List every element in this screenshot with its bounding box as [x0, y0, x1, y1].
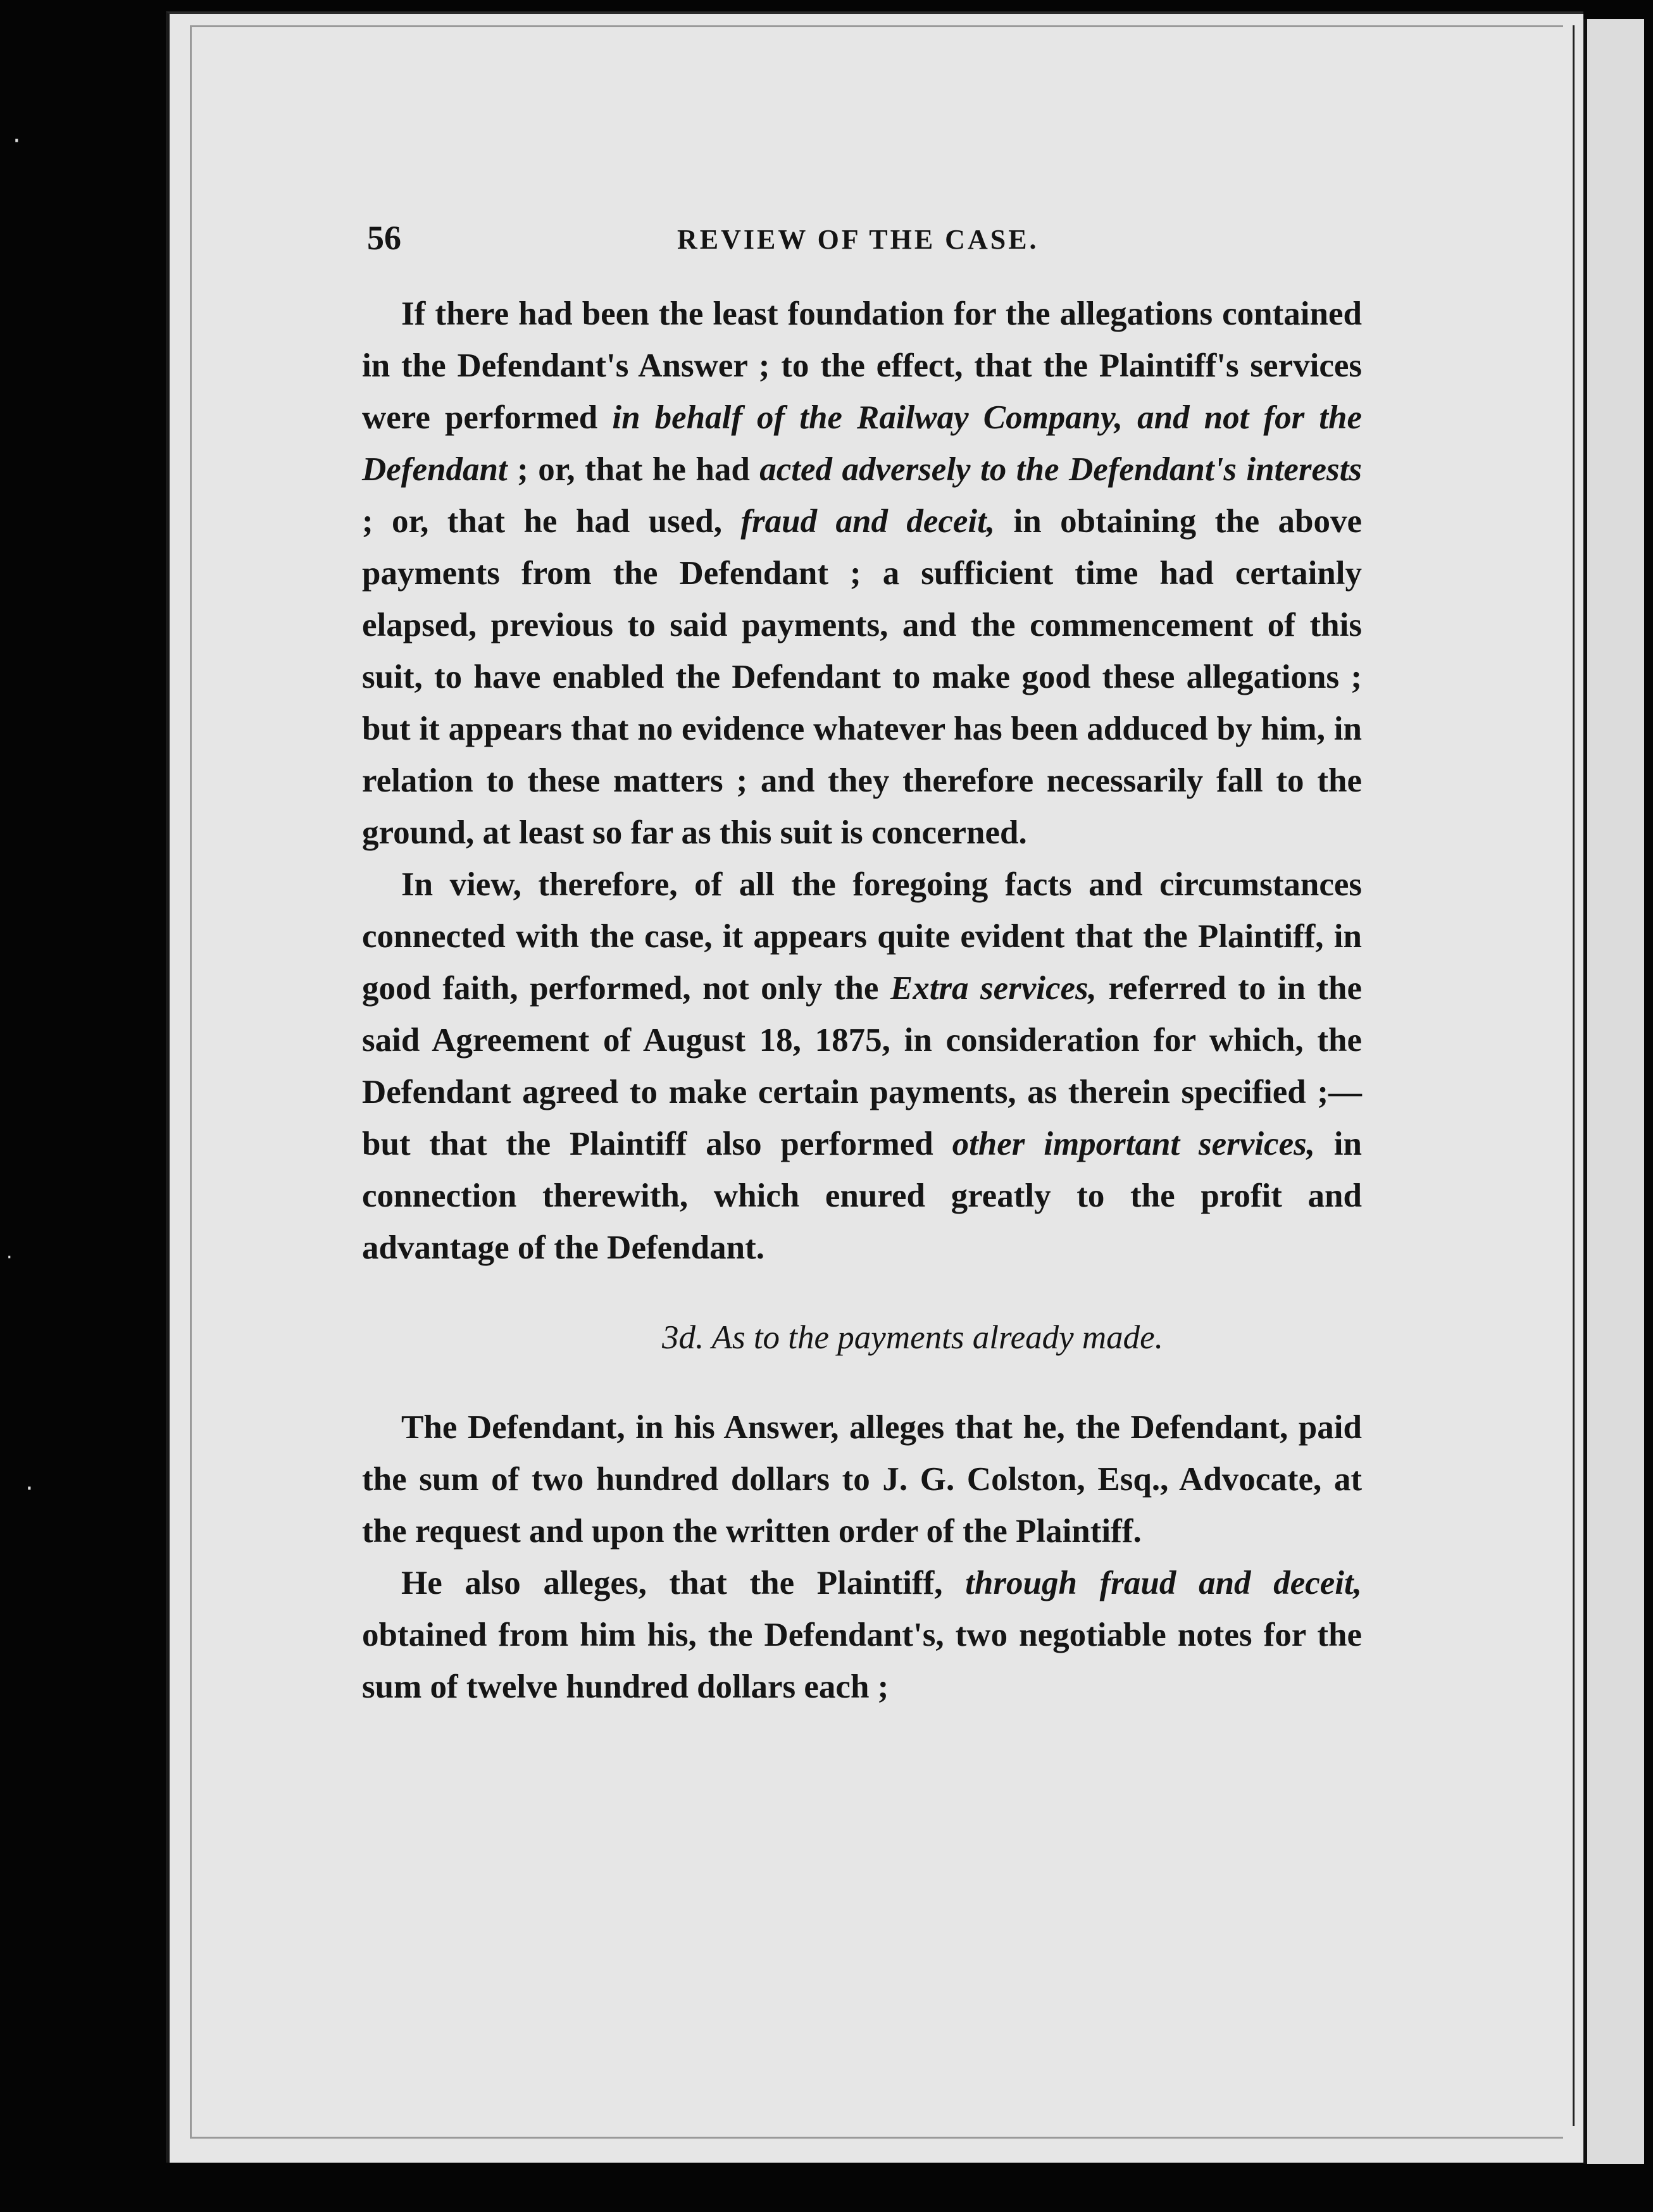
text-run: ; or, that he had used, [362, 503, 741, 540]
text-run: obtained from him his, the Defendant's, two negotiable notes for the sum of twelve hundred dollars each ; [362, 1617, 1362, 1705]
page-number: 56 [367, 219, 401, 257]
text-run: If there had been the least foundation for the allegations contained in the Defendant's Answer ; to the effect, that the Plaintiff's services were performed [362, 295, 1362, 436]
page-body [362, 288, 1362, 1713]
paragraph [362, 1401, 1362, 1557]
paragraph [362, 288, 1362, 859]
italic-text: Extra services, [890, 970, 1097, 1007]
section-heading: 3d. As to the payments already made. [662, 1319, 1163, 1356]
running-head: REVIEW OF THE CASE. [677, 224, 1039, 255]
text-run: referred to in the said Agreement of August 18, 1875, in consideration for which, the Defendant agreed to make certain payments, as therein specified ;— but that the Plaintiff also performed [362, 970, 1362, 1162]
text-run: in obtaining the above payments from the Defendant ; a sufficient time had certainly elapsed, previous to said payments, and the commencement of this suit, to have enabled the Defendant to make good these allegations ; but it appears that no evidence whatever has been adduced by him, in relation to these matters ; and they therefore necessarily fall to the ground, at least so far as this suit is concerned. [362, 503, 1362, 851]
gutter-line [1573, 25, 1575, 2126]
italic-text: other important services, [952, 1126, 1315, 1162]
paragraphs-after-heading [362, 1401, 1362, 1713]
margin-speck: · [13, 127, 21, 156]
italic-text: fraud and deceit, [740, 503, 995, 540]
text-run: in connection therewith, which enured greatly to the profit and advantage of the Defendant. [362, 1126, 1362, 1266]
page-header [367, 218, 1367, 263]
text-run: In view, therefore, of all the foregoing facts and circumstances connected with the case, it appears quite evident that the Plaintiff, in good faith, performed, not only the [362, 866, 1362, 1007]
paragraphs-before-heading [362, 288, 1362, 1274]
facing-page-strip [1583, 19, 1644, 2164]
margin-speck: · [6, 1246, 13, 1269]
paragraph [362, 859, 1362, 1274]
text-run: He also alleges, that the Plaintiff, [401, 1565, 966, 1601]
margin-speck: · [25, 1474, 34, 1503]
italic-text: acted adversely to the Defendant's interests [759, 451, 1362, 488]
text-run: ; or, that he had [507, 451, 760, 488]
italic-text: in behalf of the Railway Company, and not for the Defendant [362, 399, 1362, 488]
text-run: The Defendant, in his Answer, alleges that he, the Defendant, paid the sum of two hundred dollars to J. G. Colston, Esq., Advocate, at the request and upon the written order of the Plaintiff. [362, 1409, 1362, 1550]
paragraph [362, 1557, 1362, 1713]
italic-text: through fraud and deceit, [965, 1565, 1362, 1601]
